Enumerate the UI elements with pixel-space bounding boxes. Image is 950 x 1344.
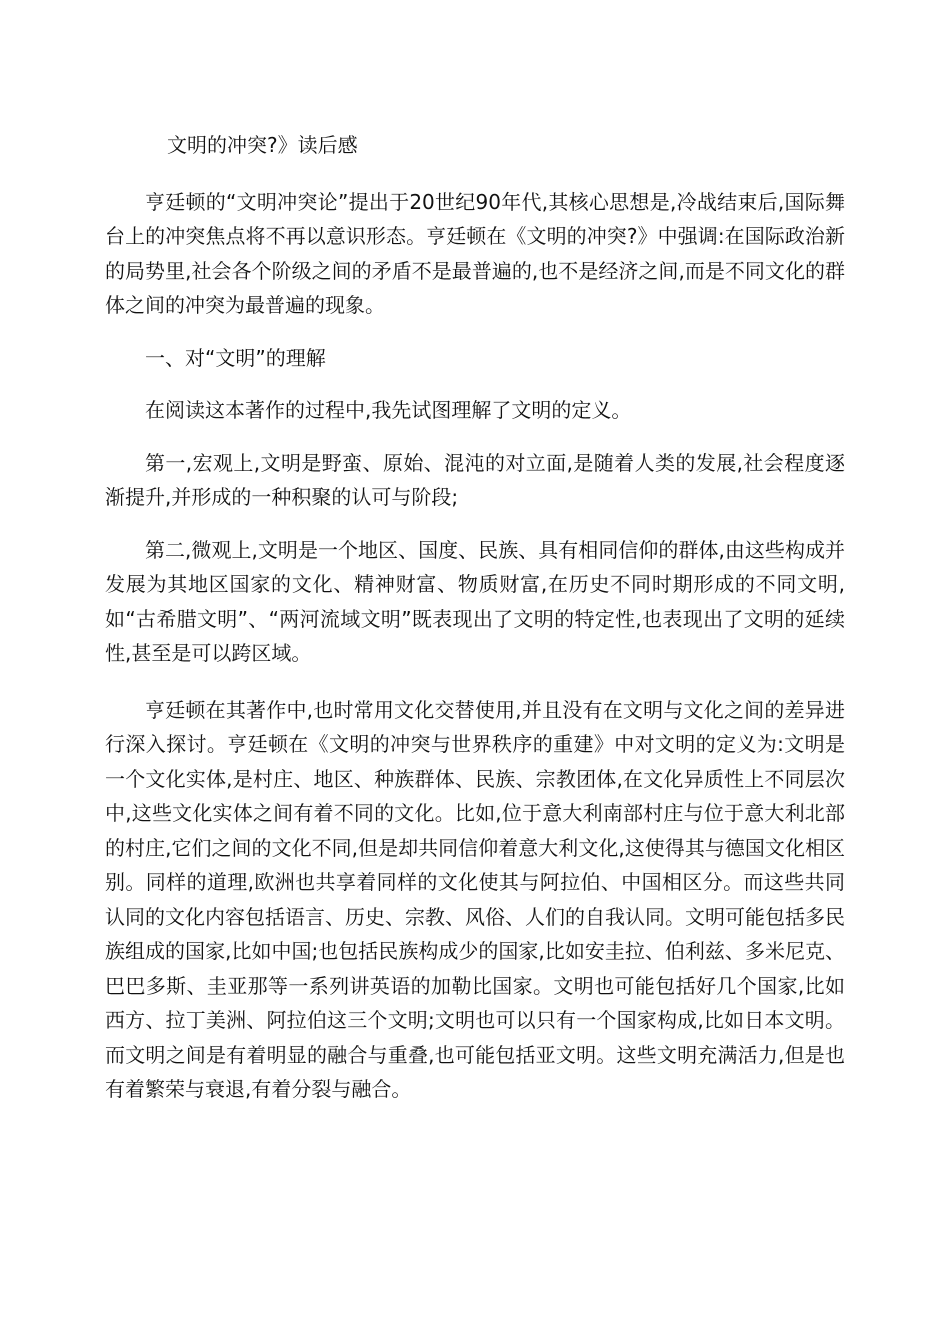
paragraph-huntington-definition: 亨廷顿在其著作中,也时常用文化交替使用,并且没有在文明与文化之间的差异进行深入探讨。亨廷顿在《文明的冲突与世界秩序的重建》中对文明的定义为:文明是一个文化实体,是村庄、地区、种族群体、民族、宗教团体,在文化异质性上不同层次中,这些文化实体之间有着不同的文化。比如,位于意大利南部村庄与位于意大利北部的村庄,它们之间的文化不同,但是却共同信仰着意大利文化,这使得其与德国文化相区别。同样的道理,欧洲也共享着同样的文化使其与阿拉伯、中国相区分。而这些共同认同的文化内容包括语言、历史、宗教、风俗、人们的自我认同。文明可能包括多民族组成的国家,比如中国;也包括民族构成少的国家,比如安圭拉、伯利兹、多米尼克、巴巴多斯、圭亚那等一系列讲英语的加勒比国家。文明也可能包括好几个国家,比如西方、拉丁美洲、阿拉伯这三个文明;文明也可以只有一个国家构成,比如日本文明。而文明之间是有着明显的融合与重叠,也可能包括亚文明。这些文明充满活力,但是也有着繁荣与衰退,有着分裂与融合。	[105, 697, 845, 1101]
section-heading-civilization: 一、对“文明”的理解	[145, 345, 326, 370]
paragraph-micro-view: 第二,微观上,文明是一个地区、国度、民族、具有相同信仰的群体,由这些构成并发展为其地区国家的文化、精神财富、物质财富,在历史不同时期形成的不同文明,如“古希腊文明”、“两河流域文明”既表现出了文明的特定性,也表现出了文明的延续性,甚至是可以跨区域。	[105, 537, 845, 665]
paragraph-macro-view: 第一,宏观上,文明是野蛮、原始、混沌的对立面,是随着人类的发展,社会程度逐渐提升,并形成的一种积聚的认可与阶段;	[105, 450, 845, 509]
paragraph-intro: 亨廷顿的“文明冲突论”提出于20世纪90年代,其核心思想是,冷战结束后,国际舞台上的冲突焦点将不再以意识形态。亨廷顿在《文明的冲突?》中强调:在国际政治新的局势里,社会各个阶级之间的矛盾不是最普遍的,也不是经济之间,而是不同文化的群体之间的冲突为最普遍的现象。	[105, 189, 845, 317]
document-body	[105, 128, 845, 1107]
document-title: 文明的冲突?》读后感	[167, 133, 358, 157]
paragraph-definition-intro: 在阅读这本著作的过程中,我先试图理解了文明的定义。	[145, 398, 632, 422]
